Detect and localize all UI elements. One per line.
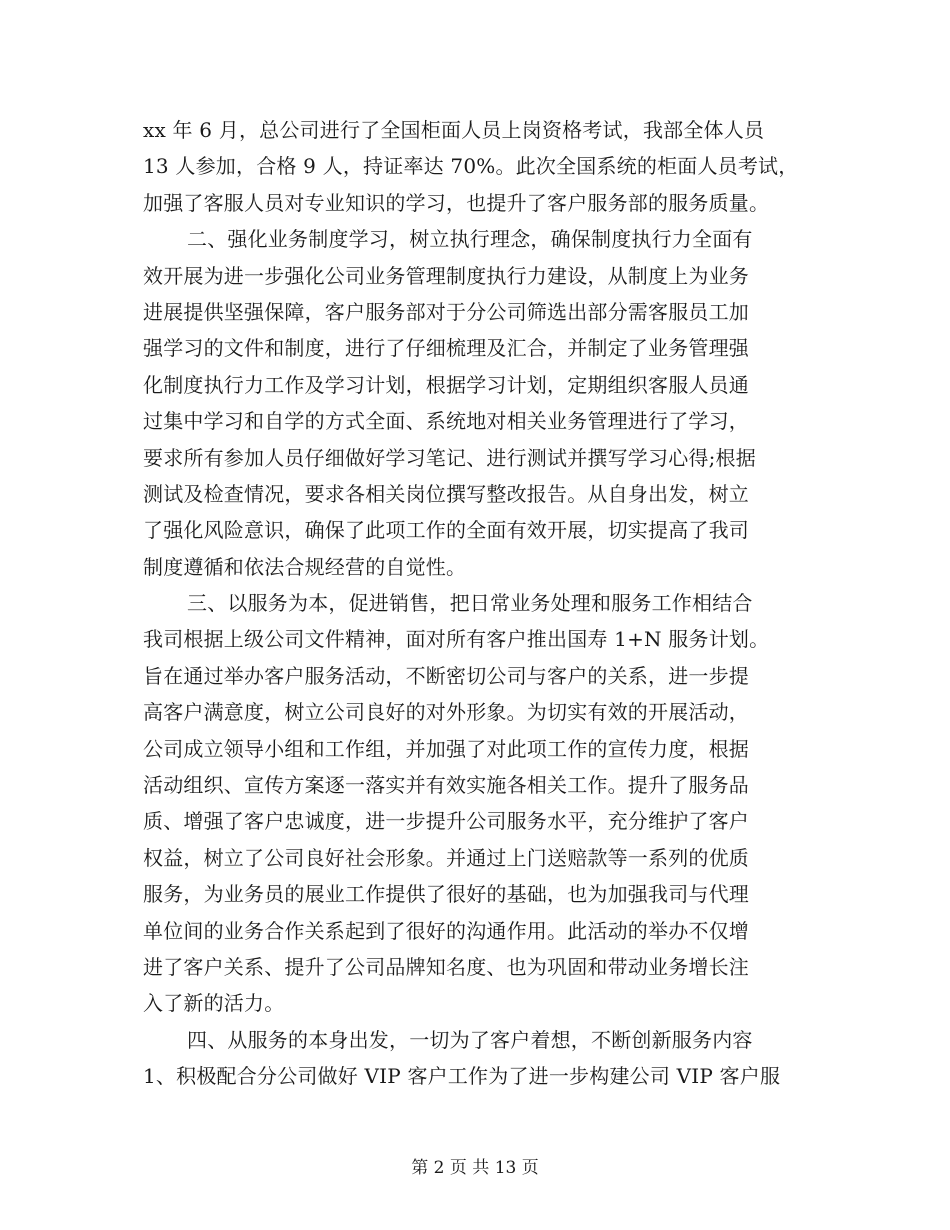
text-line: 三、以服务为本，促进销售，把日常业务处理和服务工作相结合	[187, 591, 753, 616]
text-line: 13 人参加，合格 9 人，持证率达 70%。此次全国系统的柜面人员考试，	[143, 154, 799, 179]
text-line: 入了新的活力。	[143, 991, 285, 1016]
text-line: xx 年 6 月，总公司进行了全国柜面人员上岗资格考试，我部全体人员	[143, 118, 765, 142]
text-line: 1、积极配合分公司做好 VIP 客户工作为了进一步构建公司 VIP 客户服	[143, 1064, 781, 1089]
text-line: 质、增强了客户忠诚度，进一步提升公司服务水平，充分维护了客户	[143, 809, 749, 834]
document-body	[143, 112, 799, 1095]
page-footer	[0, 1153, 950, 1178]
text-line: 进了客户关系、提升了公司品牌知名度、也为巩固和带动业务增长注	[143, 954, 749, 979]
text-line: 服务，为业务员的展业工作提供了很好的基础，也为加强我司与代理	[143, 882, 749, 907]
text-line: 强学习的文件和制度，进行了仔细梳理及汇合，并制定了业务管理强	[143, 336, 749, 361]
text-line: 我司根据上级公司文件精神，面对所有客户推出国寿 1+N 服务计划。	[143, 627, 770, 652]
page-number-label: 第 2 页 共 13 页	[411, 1158, 539, 1178]
text-line: 二、强化业务制度学习，树立执行理念，确保制度执行力全面有	[187, 227, 753, 252]
text-line: 旨在通过举办客户服务活动，不断密切公司与客户的关系，进一步提	[143, 663, 749, 688]
text-line: 化制度执行力工作及学习计划，根据学习计划，定期组织客服人员通	[143, 372, 749, 397]
text-line: 测试及检查情况，要求各相关岗位撰写整改报告。从自身出发，树立	[143, 481, 749, 506]
text-line: 权益，树立了公司良好社会形象。并通过上门送赔款等一系列的优质	[143, 845, 749, 870]
text-line: 公司成立领导小组和工作组，并加强了对此项工作的宣传力度，根据	[143, 736, 749, 761]
text-line: 加强了客服人员对专业知识的学习，也提升了客户服务部的服务质量。	[143, 190, 770, 215]
text-line: 活动组织、宣传方案逐一落实并有效实施各相关工作。提升了服务品	[143, 773, 749, 798]
text-line: 了强化风险意识，确保了此项工作的全面有效开展，切实提高了我司	[143, 518, 749, 543]
text-line: 过集中学习和自学的方式全面、系统地对相关业务管理进行了学习，	[143, 409, 749, 434]
text-line: 制度遵循和依法合规经营的自觉性。	[143, 554, 467, 579]
text-line: 要求所有参加人员仔细做好学习笔记、进行测试并撰写学习心得;根据	[143, 445, 756, 470]
text-line: 单位间的业务合作关系起到了很好的沟通作用。此活动的举办不仅增	[143, 918, 749, 943]
text-line: 进展提供坚强保障，客户服务部对于分公司筛选出部分需客服员工加	[143, 299, 749, 324]
text-line: 四、从服务的本身出发，一切为了客户着想，不断创新服务内容	[187, 1027, 753, 1052]
text-line: 高客户满意度，树立公司良好的对外形象。为切实有效的开展活动，	[143, 700, 749, 725]
text-line: 效开展为进一步强化公司业务管理制度执行力建设，从制度上为业务	[143, 263, 749, 288]
